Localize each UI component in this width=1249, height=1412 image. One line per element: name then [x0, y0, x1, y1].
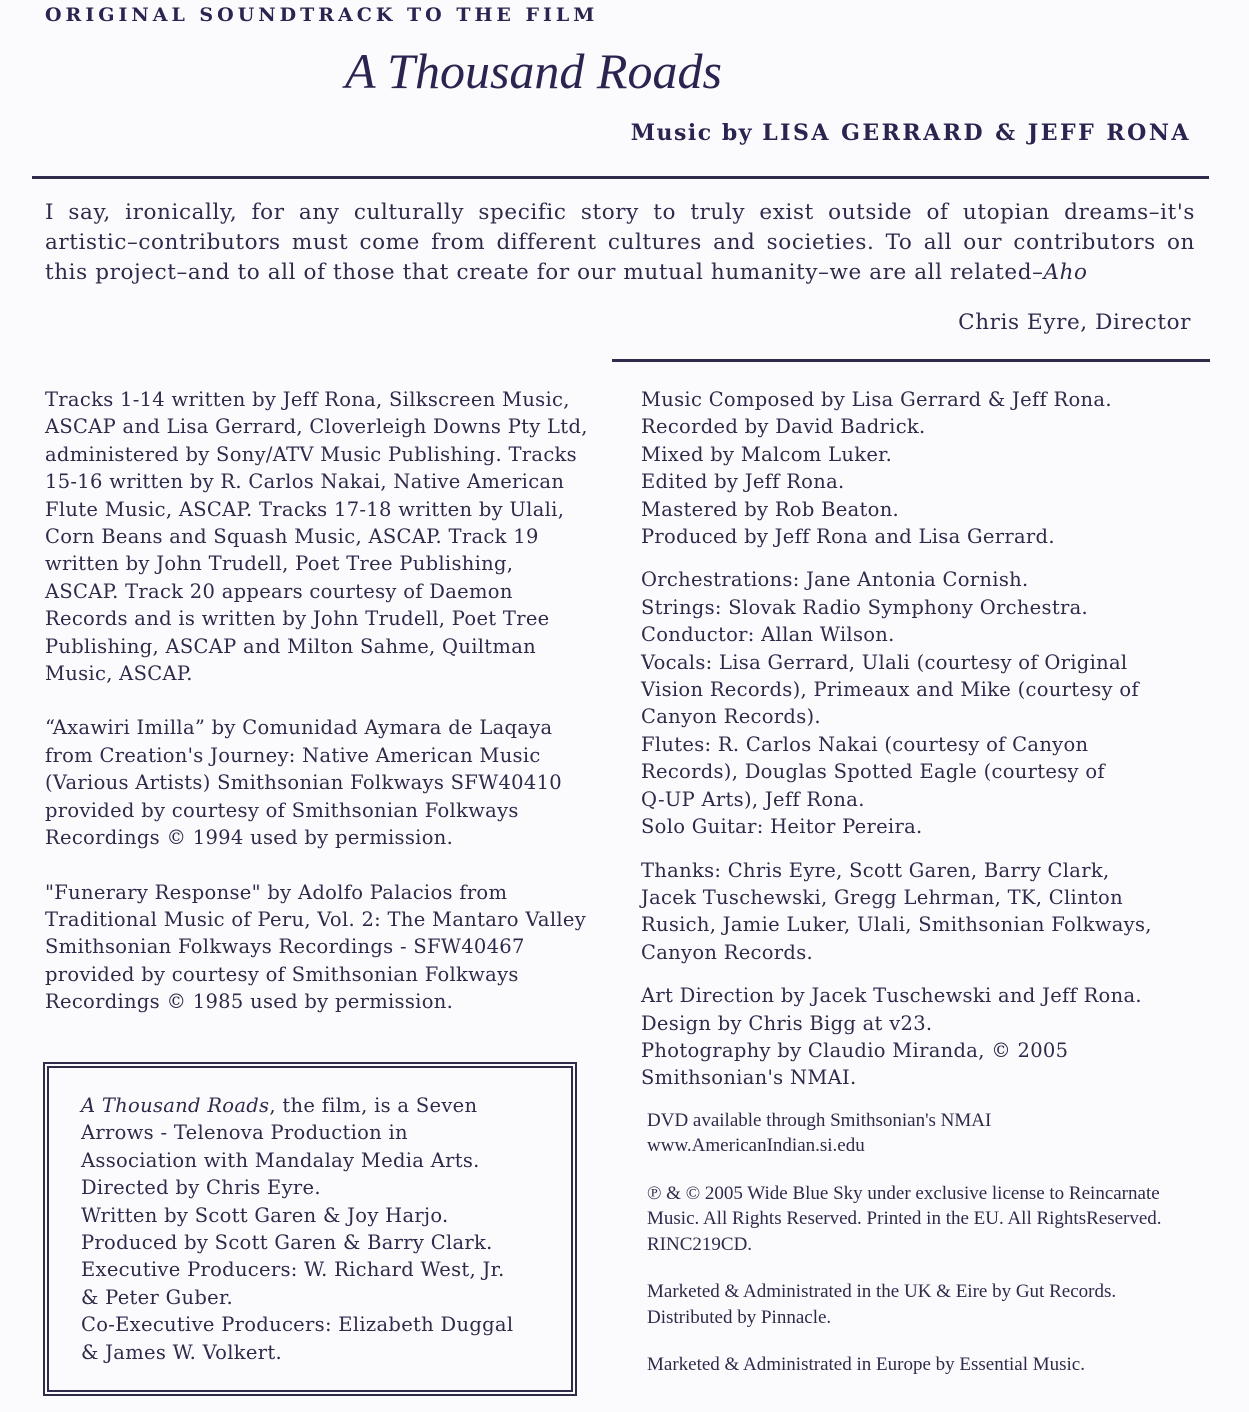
credit-line: Mixed by Malcom Luker.: [641, 442, 893, 466]
credit-line: Orchestrations: Jane Antonia Cornish.: [641, 568, 1029, 592]
credit-line: Art Direction by Jacek Tuschewski and Jeff Rona.: [641, 984, 1142, 1008]
track-credits: Tracks 1-14 written by Jeff Rona, Silkscreen Music, ASCAP and Lisa Gerrard, Cloverleigh Downs Pty Ltd, administered by Sony/ATV Music Publishing. Tracks 15-16 written by R. Carlos Nakai, Native American Flute Music, ASCAP. Tracks 17-18 written by Ulali, Corn Beans and Squash Music, ASCAP. Track 19 written by John Trudell, Poet Tree Publishing, ASCAP. Track 20 appears courtesy of Daemon Records and is written by John Trudell, Poet Tree Publishing, ASCAP and Milton Sahme, Quiltman Music, ASCAP.: [45, 388, 588, 686]
section-divider: [612, 359, 1210, 362]
legal-section: [647, 1108, 1201, 1378]
quote-closing: Aho: [1043, 260, 1088, 285]
credit-line: Q-UP Arts), Jeff Rona.: [641, 787, 865, 811]
director-quote: [45, 198, 1195, 288]
credit-line: Conductor: Allan Wilson.: [641, 623, 895, 647]
music-by-line: [631, 120, 1191, 146]
dvd-availability: [647, 1108, 1201, 1159]
credit-line: Mastered by Rob Beaton.: [641, 497, 900, 521]
film-info-line: Executive Producers: W. Richard West, Jr.: [81, 1258, 505, 1282]
film-title-inline: A Thousand Roads: [81, 1094, 270, 1117]
credit-line: Vocals: Lisa Gerrard, Ulali (courtesy of Original: [641, 650, 1128, 674]
production-credits: [641, 386, 1201, 550]
film-info-line: [81, 1092, 551, 1119]
credit-line: Rusich, Jamie Luker, Ulali, Smithsonian Folkways,: [641, 913, 1152, 937]
dvd-line: DVD available through Smithsonian's NMAI: [647, 1109, 992, 1131]
eu-marketing-notice: Marketed & Administrated in Europe by Essential Music.: [647, 1354, 1085, 1376]
album-title: A Thousand Roads: [345, 43, 722, 99]
quote-text: I say, ironically, for any culturally specific story to truly exist outside of utopian dreams–it's artistic–contributors must come from different cultures and societies. To all our contributors on this project–and to all of those that create for our mutual humanity–we are all related–: [45, 200, 1195, 285]
credit-line: Flutes: R. Carlos Nakai (courtesy of Canyon: [641, 732, 1089, 756]
left-column: [45, 386, 590, 1043]
quote-attribution: Chris Eyre, Director: [958, 310, 1191, 335]
credit-line: Solo Guitar: Heitor Pereira.: [641, 815, 923, 839]
composer-names: LISA GERRARD & JEFF RONA: [762, 120, 1191, 146]
film-info-line: & James W. Volkert.: [81, 1340, 282, 1364]
credit-line: Recorded by David Badrick.: [641, 415, 926, 439]
credit-line: Records), Douglas Spotted Eagle (courtesy of: [641, 760, 1105, 784]
credit-line: Music Composed by Lisa Gerrard & Jeff Rona.: [641, 388, 1112, 411]
film-info-line: Co-Executive Producers: Elizabeth Duggal: [81, 1313, 514, 1337]
credit-line: Strings: Slovak Radio Symphony Orchestra.: [641, 595, 1089, 619]
film-info-line: Association with Mandalay Media Arts.: [81, 1148, 480, 1172]
musician-credits: [641, 566, 1201, 840]
music-by-prefix: Music by: [630, 120, 754, 146]
film-info-text-fragment: , the film, is a Seven: [269, 1094, 478, 1117]
copyright-notice: ℗ & © 2005 Wide Blue Sky under exclusive license to Reincarnate Music. All Rights Reserved. Printed in the EU. All RightsReserved. RINC219CD.: [647, 1182, 1162, 1255]
supertitle: ORIGINAL SOUNDTRACK TO THE FILM: [45, 4, 599, 26]
film-info-line: Arrows - Telenova Production in: [81, 1121, 408, 1145]
top-divider: [32, 176, 1209, 179]
credit-line: Jacek Tuschewski, Gregg Lehrman, TK, Clinton: [641, 885, 1123, 909]
credit-line: Canyon Records.: [641, 940, 814, 964]
credit-line: Vision Records), Primeaux and Mike (courtesy of: [641, 678, 1139, 702]
film-info-text: [81, 1092, 551, 1366]
credit-line: Photography by Claudio Miranda, © 2005: [641, 1038, 1069, 1062]
film-info-line: Written by Scott Garen & Joy Harjo.: [81, 1203, 449, 1227]
credit-line: Thanks: Chris Eyre, Scott Garen, Barry Clark,: [641, 858, 1110, 882]
credit-line: Canyon Records).: [641, 705, 821, 729]
art-credits: [641, 982, 1201, 1092]
funerary-credit: "Funerary Response" by Adolfo Palacios from Traditional Music of Peru, Vol. 2: The Mantaro Valley Smithsonian Folkways Recordings - SFW40467 provided by courtesy of Smithsonian Folkways Recordings © 1985 used by permission.: [45, 880, 587, 1014]
thanks-credits: [641, 857, 1201, 967]
uk-marketing-notice: Marketed & Administrated in the UK & Eire by Gut Records. Distributed by Pinnacle.: [647, 1281, 1117, 1328]
credit-line: Design by Chris Bigg at v23.: [641, 1011, 933, 1035]
credit-line: Smithsonian's NMAI.: [641, 1066, 857, 1090]
website-url: www.AmericanIndian.si.edu: [647, 1135, 865, 1157]
film-info-line: Directed by Chris Eyre.: [81, 1176, 321, 1200]
axawiri-credit: “Axawiri Imilla” by Comunidad Aymara de Laqaya from Creation's Journey: Native American Music (Various Artists) Smithsonian Folkways SFW40410 provided by courtesy of Smithsonian Folkways Recordings © 1994 used by permission.: [45, 716, 562, 850]
film-info-box: [43, 1062, 577, 1396]
credit-line: Edited by Jeff Rona.: [641, 470, 845, 494]
film-info-line: Produced by Scott Garen & Barry Clark.: [81, 1231, 493, 1255]
film-info-line: & Peter Guber.: [81, 1285, 233, 1309]
right-column: [641, 386, 1201, 1400]
credit-line: Produced by Jeff Rona and Lisa Gerrard.: [641, 525, 1055, 549]
